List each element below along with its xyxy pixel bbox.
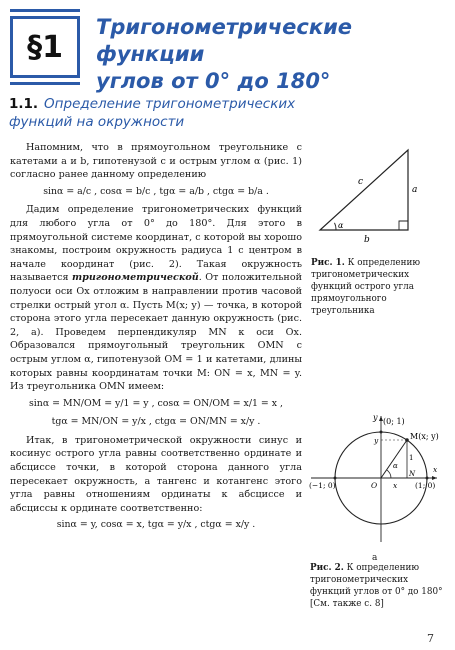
section-number-badge bbox=[10, 16, 80, 78]
subsection-heading bbox=[9, 95, 309, 131]
label-alpha: α bbox=[338, 221, 344, 230]
label-top-point: (0; 1) bbox=[383, 417, 405, 426]
point-top bbox=[380, 431, 383, 434]
label-x-value: x bbox=[393, 481, 398, 490]
label-a: a bbox=[412, 185, 418, 195]
subsection-number: 1.1. bbox=[9, 96, 39, 112]
label-b: b bbox=[364, 235, 370, 245]
page-number: 7 bbox=[427, 632, 434, 645]
formula-2: sinα = MN/OM = y/1 = y , cosα = ON/OM = x/1 = x , bbox=[29, 397, 283, 409]
label-O: O bbox=[371, 481, 378, 490]
main-text bbox=[10, 141, 302, 537]
formula-1: sinα = a/c , cosα = b/c , tgα = a/b , ctgα = b/a . bbox=[43, 185, 269, 197]
chapter-title-line-2: углов от 0° до 180° bbox=[96, 69, 331, 93]
figure-2-caption-label: Рис. 2. bbox=[310, 563, 344, 573]
angle-arc bbox=[335, 223, 337, 230]
formula-4: sinα = y, cosα = x, tgα = y/x , ctgα = x/y . bbox=[56, 519, 256, 531]
label-alpha: α bbox=[393, 462, 398, 470]
label-c: c bbox=[358, 177, 364, 187]
label-one: 1 bbox=[409, 454, 414, 462]
paragraph-1: Напомним, что в прямоугольном треугольнике с катетами a и b, гипотенузой c и острым углом α (рис. 1) согласно ранее данному определению bbox=[10, 142, 302, 181]
figure-2-unit-circle bbox=[309, 410, 443, 546]
figure-2-caption-text: К определению тригонометрических функций углов от 0° до 180° [См. также с. 8] bbox=[310, 563, 443, 609]
label-x-axis: x bbox=[433, 465, 438, 474]
paragraph-2-start: Дадим определение тригонометрических функций для любого угла от 0° до 180°. Для этого в прямоугольной системе координат, с которой вы хорошо знакомы, построим окружность радиуса 1 с центром в начале координат (рис. 2). Такая окружность называется bbox=[10, 204, 302, 284]
label-right-point: (1; 0) bbox=[415, 481, 436, 490]
figure-1-caption-label: Рис. 1. bbox=[311, 258, 345, 268]
figure-1-caption bbox=[311, 257, 441, 317]
section-number: §1 bbox=[27, 29, 63, 65]
chapter-title bbox=[96, 14, 446, 95]
point-right bbox=[426, 477, 429, 480]
term-trigonometric: тригонометрической bbox=[71, 272, 199, 284]
chapter-title-line-1: Тригонометрические функции bbox=[96, 15, 353, 66]
label-M: M(x; y) bbox=[410, 432, 439, 441]
point-left bbox=[334, 477, 337, 480]
point-M bbox=[405, 438, 409, 442]
label-y-value: y bbox=[374, 436, 379, 445]
figure-2-sub-letter: а bbox=[372, 553, 378, 563]
paragraph-2-end: . От положительной полуоси оси Ox отложим в направлении против часовой стрелки острый угол α. Пусть M(x; y) — точка, в которой сторона этого угла пересекает данную окружность (рис. 2, а). Проведем перпендикуляр MN к оси Ox. Образовался прямоугольный треугольник OMN с острым углом α, гипотенузой OM = 1 и катетами, длины которых равны координатам точки M: ON = x, MN = y. Из треугольника OMN имеем: bbox=[10, 272, 302, 393]
right-angle-mark bbox=[399, 221, 408, 230]
formula-3: tgα = MN/ON = y/x , ctgα = ON/MN = x/y . bbox=[51, 416, 261, 428]
radius-OM bbox=[381, 440, 407, 478]
label-y-axis: y bbox=[373, 413, 378, 422]
paragraph-3: Итак, в тригонометрической окружности синус и косинус острого угла равны соответственно ординате и абсциссе точки, в которой сторона данного угла пересекает окружность, а тангенс и котангенс этого угла равны отношениям ординаты к абсциссе и абсциссы к ординате соответственно: bbox=[10, 434, 302, 514]
paragraph-2 bbox=[10, 203, 302, 393]
subsection-title: Определение тригонометрических функций на окружности bbox=[9, 96, 296, 130]
figure-1-caption-text: К определению тригонометрических функций острого угла прямоугольного треугольника bbox=[311, 258, 421, 316]
triangle-shape bbox=[320, 150, 408, 230]
x-axis-arrow bbox=[432, 476, 437, 480]
figure-1-right-triangle bbox=[312, 142, 434, 246]
label-N: N bbox=[409, 470, 416, 478]
figure-2-caption bbox=[310, 562, 445, 610]
angle-alpha-arc bbox=[387, 470, 391, 478]
label-left-point: (−1; 0) bbox=[309, 481, 336, 490]
